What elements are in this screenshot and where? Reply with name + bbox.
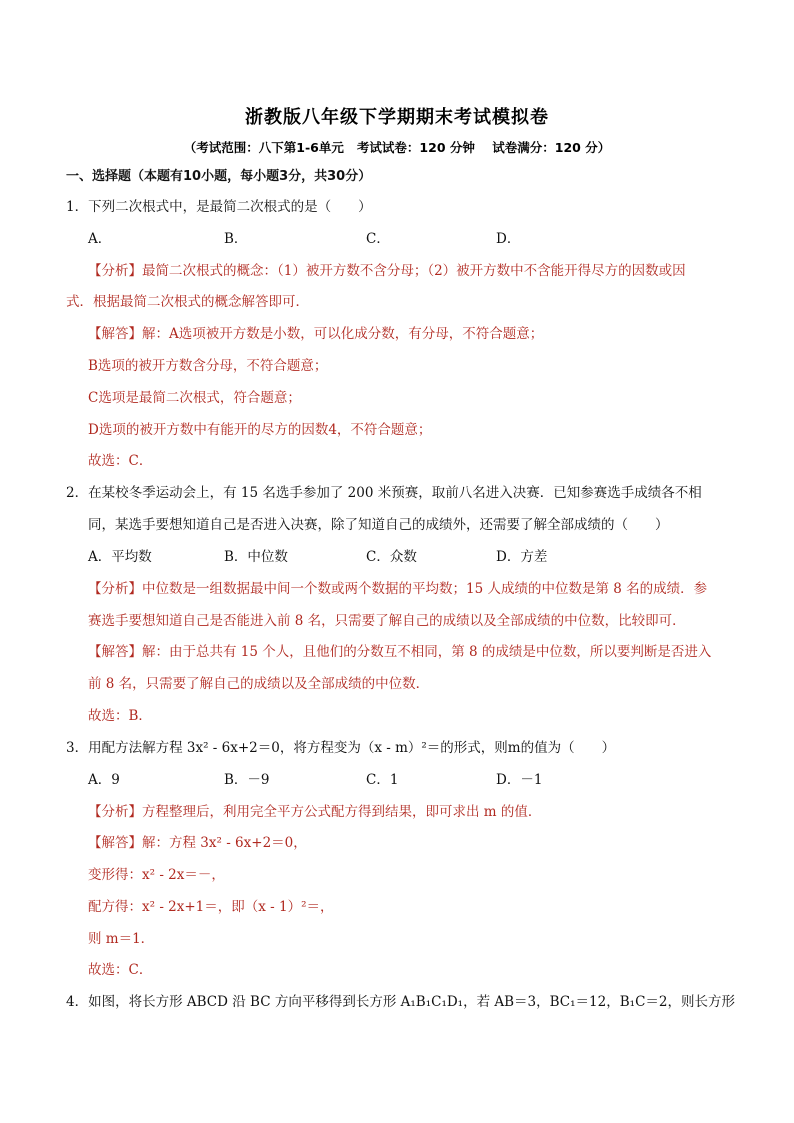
jie-label: 解：: [142, 644, 169, 660]
q3-analysis-text: 方程整理后，利用完全平方公式配方得到结果，即可求出 m 的值．: [142, 804, 542, 820]
q1-analysis-text-2: 式．根据最简二次根式的概念解答即可．: [66, 294, 309, 310]
q1-option-b: B．: [224, 231, 248, 247]
analysis-label: 【分析】: [88, 581, 142, 597]
jie-label: 解：: [142, 835, 169, 851]
q2-solution-line-1: 由于总共有 15 个人，且他们的分数互不相同，第 8 的成绩是中位数，所以要判断是否进入: [169, 644, 712, 660]
question-2-stem-2: 同，某选手要想知道自己是否进入决赛，除了知道自己的成绩外，还需要了解全部成绩的（ ）: [88, 517, 669, 533]
q1-option-a: A．: [88, 231, 112, 247]
jie-label: 解：: [142, 326, 169, 342]
question-1-stem: 1．下列二次根式中，是最简二次根式的是（ ）: [66, 199, 372, 215]
answer-label: 【解答】: [88, 835, 142, 851]
q3-solution-line-3: 配方得：x² - 2x+1＝，即（x - 1）²＝，: [88, 899, 334, 915]
question-3-stem: 3．用配方法解方程 3x² - 6x+2＝0，将方程变为（x - m）²＝的形式，则m的值为（ ）: [66, 740, 616, 756]
q3-solution: [88, 834, 307, 852]
question-4-stem: 4．如图，将长方形 ABCD 沿 BC 方向平移得到长方形 A₁B₁C₁D₁，若 AB＝3，BC₁＝12，B₁C＝2，则长方形: [66, 994, 735, 1010]
q2-option-d: D．方差: [496, 549, 548, 565]
q1-solution-line-2: B选项的被开方数含分母，不符合题意；: [88, 358, 328, 374]
q1-solution: [88, 325, 543, 343]
q3-option-b: B．－9: [224, 772, 270, 788]
q1-analysis: [88, 262, 686, 280]
q2-result: 故选：B．: [88, 708, 152, 724]
q1-solution-line-1: A选项被开方数是小数，可以化成分数，有分母，不符合题意；: [169, 326, 544, 342]
q2-option-c: C．众数: [366, 549, 417, 565]
q3-analysis: [88, 803, 541, 821]
q3-result: 故选：C．: [88, 962, 153, 978]
q1-analysis-text: 最简二次根式的概念：（1）被开方数不含分母；（2）被开方数中不含能开得尽方的因数或因: [142, 263, 686, 279]
q3-solution-line-4: 则 m＝1．: [88, 931, 155, 947]
q2-solution: [88, 643, 711, 661]
q2-option-a: A．平均数: [88, 549, 152, 565]
q1-option-c: C．: [366, 231, 390, 247]
q2-analysis-text-2: 赛选手要想知道自己是否能进入前 8 名，只需要了解自己的成绩以及全部成绩的中位数，比较即可．: [88, 613, 686, 629]
answer-label: 【解答】: [88, 326, 142, 342]
question-2-stem-1: 2．在某校冬季运动会上，有 15 名选手参加了 200 米预赛，取前八名进入决赛．已知参赛选手成绩各不相: [66, 485, 702, 501]
q3-solution-line-2: 变形得：x² - 2x＝－，: [88, 867, 225, 883]
q1-result: 故选：C．: [88, 453, 153, 469]
q3-option-c: C．1: [366, 772, 399, 788]
page-title: 浙教版八年级下学期期末考试模拟卷: [245, 107, 549, 128]
q1-solution-line-3: C选项是最简二次根式，符合题意；: [88, 390, 301, 406]
q2-option-b: B．中位数: [224, 549, 288, 565]
section-heading: 一、选择题（本题有10小题，每小题3分，共30分）: [66, 169, 372, 184]
q1-option-d: D．: [496, 231, 521, 247]
q2-analysis-text: 中位数是一组数据最中间一个数或两个数据的平均数；15 人成绩的中位数是第 8 名的成绩．参: [142, 581, 708, 597]
answer-label: 【解答】: [88, 644, 142, 660]
q3-option-a: A．9: [88, 772, 120, 788]
q1-solution-line-4: D选项的被开方数中有能开的尽方的因数4，不符合题意；: [88, 422, 432, 438]
analysis-label: 【分析】: [88, 804, 142, 820]
q3-option-d: D．－1: [496, 772, 543, 788]
q3-solution-line-1: 方程 3x² - 6x+2＝0，: [169, 835, 307, 851]
q2-analysis: [88, 580, 707, 598]
exam-scope-subtitle: （考试范围：八下第1-6单元 考试试卷：120 分钟 试卷满分：120 分）: [183, 140, 611, 155]
q2-solution-line-2: 前 8 名，只需要了解自己的成绩以及全部成绩的中位数．: [88, 676, 430, 692]
analysis-label: 【分析】: [88, 263, 142, 279]
